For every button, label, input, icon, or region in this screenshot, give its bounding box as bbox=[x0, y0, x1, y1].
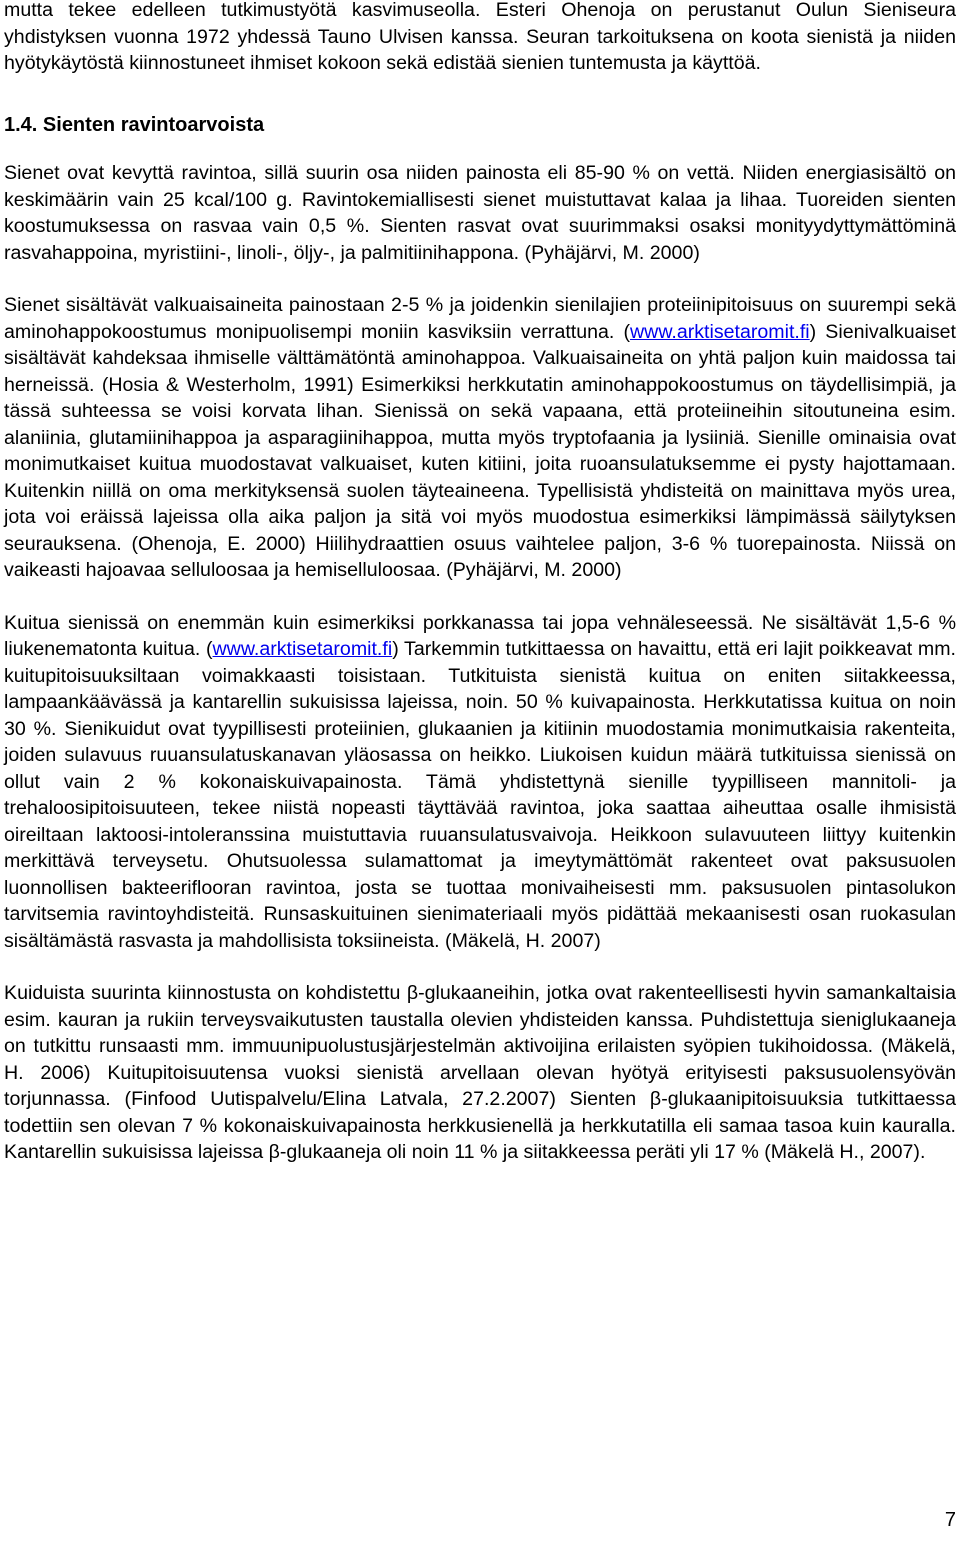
arktisetaromit-link-2[interactable]: www.arktisetaromit.fi bbox=[212, 638, 393, 660]
paragraph-fat-content: Sienet ovat kevyttä ravintoa, sillä suurin osa niiden painosta eli 85-90 % on vettä. Niiden energiasisältö on keskimäärin vain 25 kcal/100 g. Ravintokemiallisesti sienet muistuttavat kalaa ja lihaa. Tuoreiden sienten koostumuksessa on rasvaa vain 0,5 %. Sienten rasvat ovat suurimmaksi osaksi monityydyttymättöminä rasvahappoina, myristiini-, linoli-, öljy-, ja palmitiinihappona. (Pyhäjärvi, M. 2000) bbox=[4, 162, 956, 264]
paragraph-fiber-text-before: Kuitua sienissä on enemmän kuin esimerkiksi porkkanassa tai jopa vehnäleseessä. Ne sisältävät 1,5-6 % liukenematonta kuitua. ( bbox=[4, 611, 956, 660]
paragraph-proteins bbox=[4, 292, 956, 584]
paragraph-proteins-text-before: Sienet sisältävät valkuaisaineita painostaan 2-5 % ja joidenkin sienilajien proteiinipitoisuus on suurempi sekä aminohappokoostumus monipuolisempi moniin kasviksiin verrattuna. ( bbox=[4, 294, 956, 343]
paragraph-fiber-text-after: ) Tarkemmin tutkittaessa on havaittu, että eri lajit poikkeavat mm. kuitupitoisuuksiltaan voimakkaasti toisistaan. Tutkituista sienistä kuitua on eniten siitakkeessa, lampaankäävässä ja kantarellin sukuisissa lajeissa, noin. 50 % kuivapainosta. Herkkutatissa kuitua on noin 30 %. Sienikuidut ovat tyypillisesti proteiinien, glukaanien ja kitiinin muodostamia monimutkaisia rakenteita, joiden sulavuus ruuansulatuskanavan yläosassa on heikko. Liukoisen kuidun määrä tutkituissa sienissä on ollut vain 2 % kokonaiskuivapainosta. Tämä yhdistettynä sienille tyypilliseen mannitoli- ja trehaloosipitoisuuteen, tekee niistä nopeasti täyttävää ravintoa, joka saattaa aiheuttaa osalle ihmisistä oireiltaan laktoosi-intoleranssina muistuttavia ruuansulatusvaivoja. Heikkoon sulavuuteen liittyy kuitenkin merkittävä terveysetu. Ohutsuolessa sulamattomat ja imeytymättömät rakenteet ovat paksusuolen luonnollisen bakteeriflooran ravintoa, josta se tuottaa monivaiheisesti mm. paksusuolen pintasolukon tarvitsemia ravintoyhdisteitä. Runsaskuituinen sienimateriaali myös pidättää mekaanisesti osan ruokasulan sisältämästä rasvasta ja mahdollisista toksiineista. (Mäkelä, H. 2007) bbox=[4, 638, 956, 952]
paragraph-proteins-text-after: ) Sienivalkuaiset sisältävät kahdeksaa ihmiselle välttämätöntä aminohappoa. Valkuaisaineita on yhtä paljon kuin maidossa tai herneissä. (Hosia & Westerholm, 1991) Esimerkiksi herkkutatin aminohappokoostumus on täydellisimpiä, ja tässä suhteessa se voisi korvata lihan. Sienissä on sekä vapaana, että proteiineihin sitoutuneina esim. alaniinia, glutamiinihappoa ja asparagiinihappoa, mutta myös tryptofaania ja lysiiniä. Sienille ominaisia ovat monimutkaiset kuitua muodostavat valkuaiset, kuten kitiini, joita ruoansulatuksemme ei pysty hajottamaan. Kuitenkin niillä on oma merkityksensä suolen täyteaineena. Typellisistä yhdisteitä on mainittava myös urea, jota voi eräissä lajeissa olla aika paljon ja sitä voi myös muodostua esimerkiksi lämpimässä säilytyksen seurauksena. (Ohenoja, E. 2000) Hiilihydraattien osuus vaihtelee paljon, 3-6 % tuorepainosta. Niissä on vaikeasti hajoavaa selluloosaa ja hemiselluloosaa. (Pyhäjärvi, M. 2000) bbox=[4, 320, 957, 581]
arktisetaromit-link[interactable]: www.arktisetaromit.fi bbox=[630, 320, 810, 343]
paragraph-beta-glucans: Kuiduista suurinta kiinnostusta on kohdistettu β-glukaaneihin, jotka ovat rakenteellisesti hyvin samankaltaisia esim. kauran ja rukiin terveysvaikutusten taustalla olevien yhdisteiden kanssa. Puhdistettuja sieniglukaaneja on tutkittu runsaasti mm. immuunipuolustusjärjestelmän aktivoijina erilaisten syöpien tukihoidossa. (Mäkelä, H. 2006) Kuitupitoisuutensa vuoksi sienistä arvellaan olevan hyötyä erityisesti paksusuolensyövän torjunnassa. (Finfood Uutispalvelu/Elina Latvala, 27.2.2007) Sienten β-glukaanipitoisuuksia tutkittaessa todettiin sen olevan 7 % kokonaiskuivapainosta herkkusienellä ja herkkutatilla eli samaa tasoa kuin kauralla. Kantarellin sukuisissa lajeissa β-glukaaneja oli noin 11 % ja siitakkeessa peräti yli 17 % (Mäkelä H., 2007). bbox=[4, 982, 956, 1163]
paragraph-fiber bbox=[4, 610, 956, 955]
document-page bbox=[4, 0, 956, 1166]
intro-paragraph: mutta tekee edelleen tutkimustyötä kasvimuseolla. Esteri Ohenoja on perustanut Oulun Sieniseura yhdistyksen vuonna 1972 yhdessä Tauno Ulvisen kanssa. Seuran tarkoituksena on koota sienistä ja niiden hyötykäytöstä kiinnostuneet ihmiset kokoon sekä edistää sienien tuntemusta ja käyttöä. bbox=[4, 0, 956, 74]
page-number: 7 bbox=[944, 1509, 956, 1531]
section-heading: 1.4. Sienten ravintoarvoista bbox=[4, 113, 265, 136]
